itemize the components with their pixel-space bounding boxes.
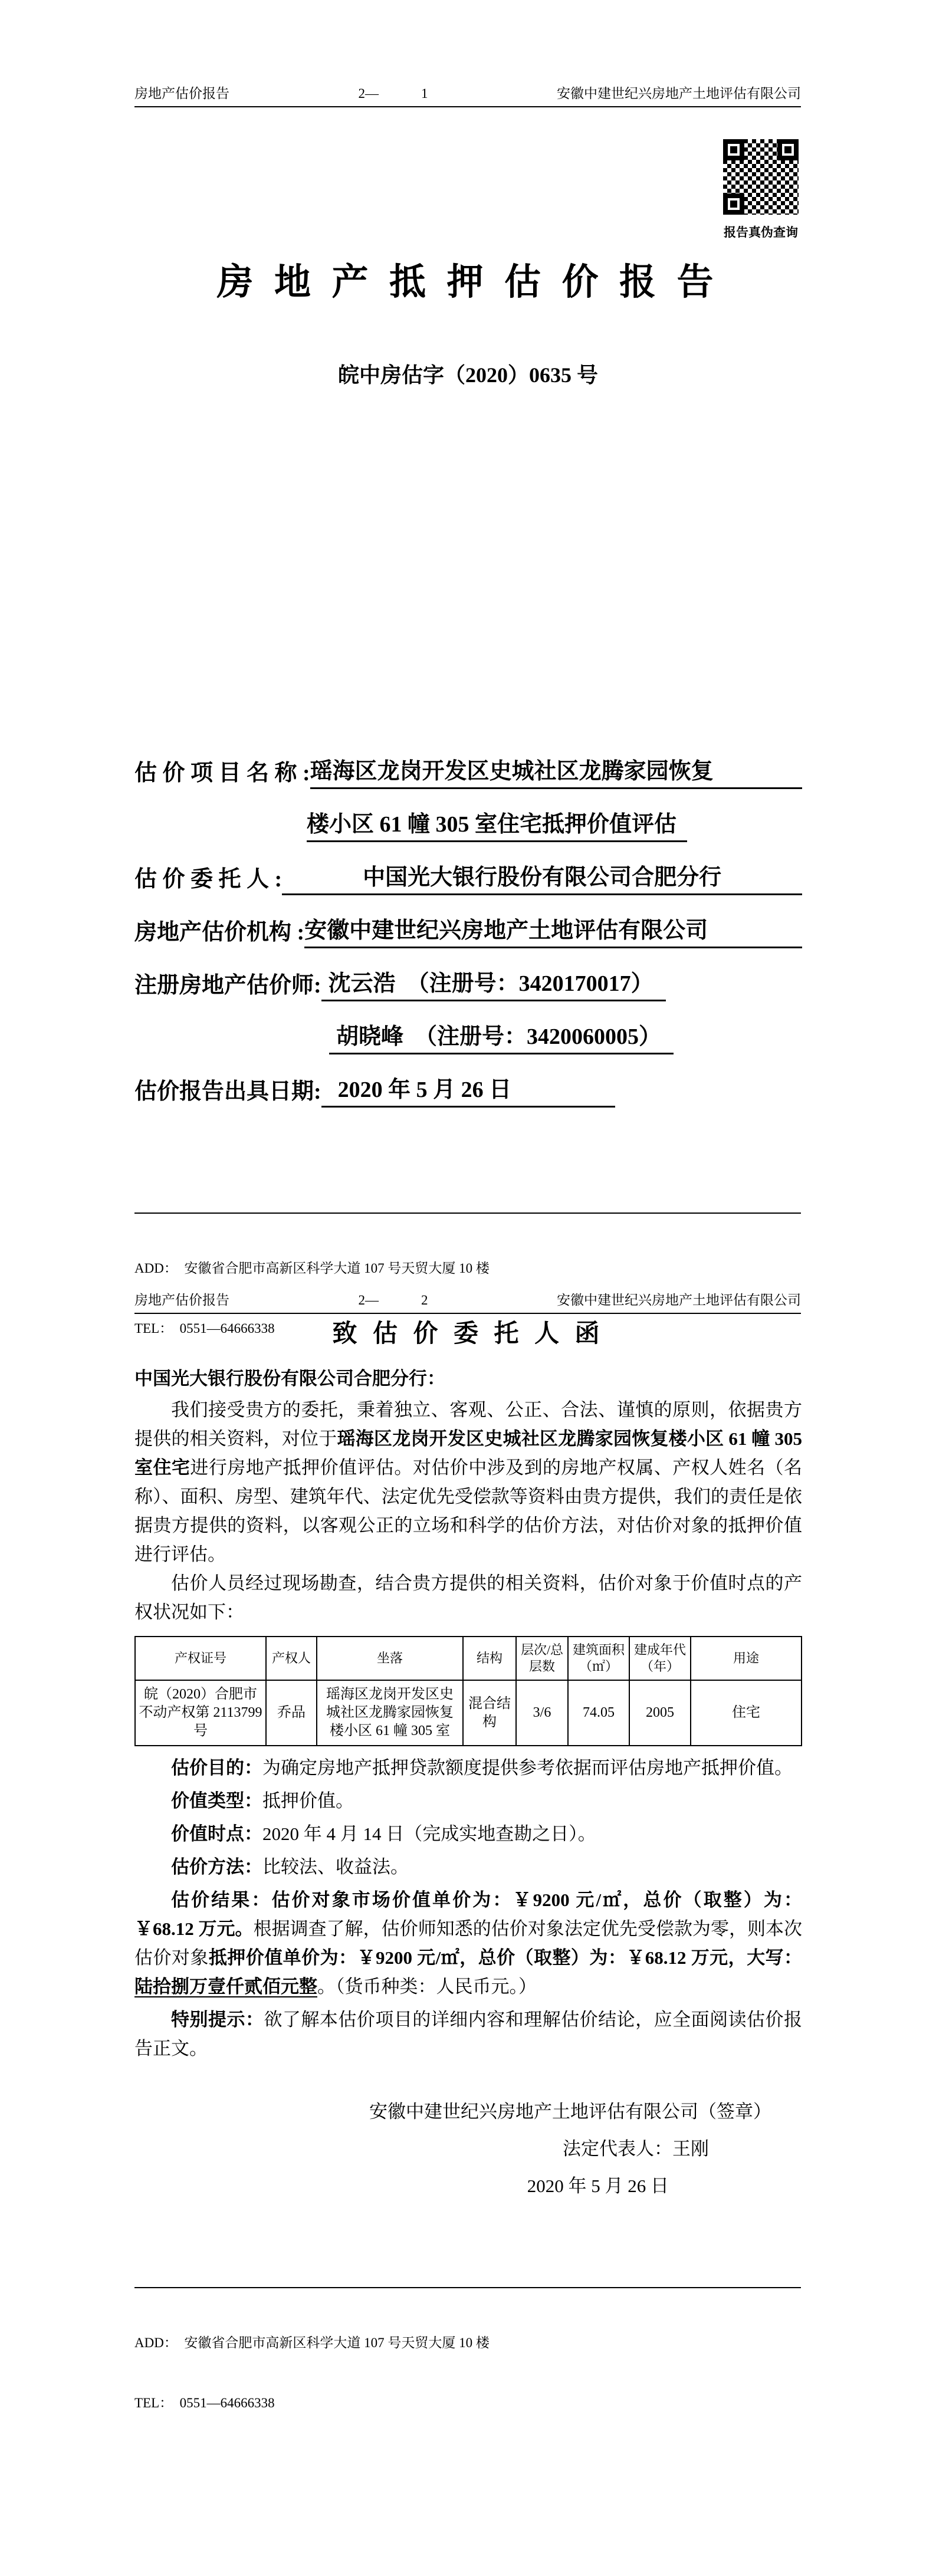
item-special-notice: [134, 2005, 802, 2063]
cell-location: 瑶海区龙岗开发区史城社区龙腾家园恢复楼小区 61 幢 305 室: [317, 1680, 463, 1746]
signature-company: 安徽中建世纪兴房地产土地评估有限公司（签章）: [369, 2101, 771, 2122]
footer-address: ADD： 安徽省合肥市高新区科学大道 107 号天贸大厦 10 楼: [134, 2335, 490, 2350]
header-rule: [134, 1313, 801, 1314]
qr-finder-bottom-left-icon: [723, 193, 744, 215]
signature-date: 2020 年 5 月 26 日: [527, 2176, 669, 2196]
field-label: 估价报告出具日期:: [134, 1079, 321, 1104]
item-value-type: [134, 1786, 802, 1815]
item-purpose: [134, 1753, 802, 1782]
result-mortgage-value: 抵押价值单价为：￥9200 元/㎡，总价（取整）为：￥68.12 万元，大写：: [208, 1947, 802, 1968]
subject-property-bold: 瑶海区龙岗开发区史城社区龙腾家园恢复楼小区 61 幢 305 室住宅: [134, 1428, 803, 1478]
letter-paragraph-2: 估价人员经过现场勘查，结合贵方提供的相关资料，估价对象于价值时点的产权状况如下：: [134, 1573, 802, 1622]
field-value: 瑶海区龙岗开发区史城社区龙腾家园恢复: [310, 753, 802, 789]
field-client: [134, 842, 802, 895]
field-report-date: [134, 1054, 802, 1108]
page-prefix: 2—: [358, 1293, 379, 1307]
item-text: 欲了解本估价项目的详细内容和理解估价结论，应全面阅读估价报告正文。: [134, 2009, 803, 2059]
header-company-name: 安徽中建世纪兴房地产土地评估有限公司: [557, 1293, 801, 1307]
qr-caption: 报告真伪查询: [724, 225, 798, 239]
field-label: 估 价 委 托 人 :: [134, 867, 283, 892]
field-value: 中国光大银行股份有限公司合肥分行: [282, 859, 802, 895]
letter-to-client: [134, 1320, 802, 2200]
item-method: [134, 1852, 802, 1881]
report-number: 皖中房估字（2020）0635 号: [337, 363, 598, 387]
qr-finder-top-left-icon: [723, 139, 744, 160]
qr-code: [723, 139, 799, 215]
col-owner: 产权人: [266, 1637, 317, 1680]
field-value: 安徽中建世纪兴房地产土地评估有限公司: [304, 912, 802, 948]
field-value: 2020 年 5 月 26 日: [321, 1071, 615, 1108]
item-value-date: [134, 1819, 802, 1848]
field-value: 楼小区 61 幢 305 室住宅抵押价值评估: [307, 806, 687, 842]
col-floor: 层次/总层数: [516, 1637, 568, 1680]
letter-paragraph-1: [134, 1395, 802, 1569]
item-text: 为确定房地产抵押贷款额度提供参考依据而评估房地产抵押价值。: [262, 1757, 793, 1778]
cell-floor: 3/6: [516, 1680, 568, 1746]
page2-header: [134, 1289, 801, 1309]
item-text: 抵押价值。: [262, 1790, 354, 1811]
result-market-value: 估价对象市场价值单价为：￥9200 元/㎡，总价（取整）为：￥68.12 万元。: [134, 1890, 802, 1939]
result-text: 根据调查了解，估价师知悉的估价对象法定优先受偿款为零，则本次估价对象: [134, 1918, 803, 1968]
col-floor-area: 建筑面积（㎡）: [568, 1637, 629, 1680]
field-value: 沈云浩 （注册号：3420170017）: [321, 965, 666, 1001]
field-appraiser-1: [134, 948, 802, 1001]
cell-owner: 乔品: [266, 1680, 317, 1746]
item-label: 特别提示：: [171, 2009, 264, 2030]
page-number: 2: [421, 1293, 428, 1307]
item-result: [134, 1885, 802, 2001]
cell-floor-area: 74.05: [568, 1680, 629, 1746]
qr-finder-top-right-icon: [777, 139, 799, 160]
paragraph-text: 进行房地产抵押价值评估。对估价中涉及到的房地产权属、产权人姓名（名称）、面积、房型、建筑年代、法定优先受偿款等资料由贵方提供，我们的责任是依据贵方提供的资料，以客观公正的立场和科学的估价方法，对估价对象的抵押价值进行评估。: [134, 1457, 802, 1565]
header-rule: [134, 106, 801, 107]
header-doc-type: 房地产估价报告: [134, 86, 229, 101]
field-project-name-line2: [134, 789, 802, 842]
table-header-row: [135, 1637, 802, 1680]
signature-legal-representative: 法定代表人：王刚: [563, 2138, 709, 2159]
header-page-number: [359, 1293, 428, 1308]
col-location: 坐落: [317, 1637, 463, 1680]
field-appraiser-2: [134, 1001, 802, 1054]
field-label: 房地产估价机构 :: [134, 920, 305, 945]
col-certificate-number: 产权证号: [135, 1637, 266, 1680]
item-text: 比较法、收益法。: [262, 1857, 409, 1877]
table-row: [135, 1680, 802, 1746]
footer-address: ADD： 安徽省合肥市高新区科学大道 107 号天贸大厦 10 楼: [134, 1261, 490, 1276]
letter-salutation: 中国光大银行股份有限公司合肥分行：: [134, 1368, 445, 1389]
result-text: 。（货币种类：人民币元。）: [317, 1976, 537, 1997]
page2-footer: [134, 2287, 801, 2453]
field-value: 胡晓峰 （注册号：3420060005）: [329, 1018, 674, 1054]
header-company-name: 安徽中建世纪兴房地产土地评估有限公司: [557, 86, 801, 101]
item-label: 估价目的：: [171, 1757, 262, 1778]
cell-year-built: 2005: [629, 1680, 691, 1746]
item-label: 估价方法：: [171, 1857, 262, 1877]
field-appraisal-agency: [134, 895, 802, 948]
result-amount-in-words: 陆拾捌万壹仟贰佰元整: [134, 1976, 317, 1997]
item-text: 2020 年 4 月 14 日（完成实地查勘之日）。: [262, 1823, 596, 1844]
header-page-number: [359, 86, 428, 101]
col-structure: 结构: [463, 1637, 516, 1680]
item-label: 估价结果：: [171, 1890, 272, 1910]
cell-use: 住宅: [691, 1680, 802, 1746]
page-prefix: 2—: [358, 86, 379, 101]
letter-title: 致 估 价 委 托 人 函: [332, 1320, 605, 1348]
page-number: 1: [421, 86, 428, 101]
report-title: 房 地 产 抵 押 估 价 报 告: [216, 262, 720, 303]
cell-structure: 混合结构: [463, 1680, 516, 1746]
header-doc-type: 房地产估价报告: [134, 1293, 229, 1307]
cell-certificate-number: 皖（2020）合肥市不动产权第 2113799 号: [135, 1680, 266, 1746]
paragraph-text: 我们接受贵方的委托，秉着独立、客观、公正、合法、谨慎的原则，依据贵方提供的相关资料，对位于: [134, 1399, 802, 1449]
signature-block: [134, 2097, 802, 2200]
col-use: 用途: [691, 1637, 802, 1680]
item-label: 价值类型：: [171, 1790, 262, 1811]
field-label: 估 价 项 目 名 称 :: [134, 761, 310, 786]
field-label: 注册房地产估价师:: [134, 973, 321, 998]
col-year-built: 建成年代（年）: [629, 1637, 691, 1680]
footer-telephone: TEL： 0551—64666338: [134, 2396, 275, 2410]
item-label: 价值时点：: [171, 1823, 262, 1844]
property-rights-table: [134, 1636, 802, 1746]
footer-telephone: TEL： 0551—64666338: [134, 1321, 275, 1336]
cover-fields: [134, 736, 802, 1108]
page1-header: [134, 83, 801, 102]
field-project-name: [134, 736, 802, 789]
